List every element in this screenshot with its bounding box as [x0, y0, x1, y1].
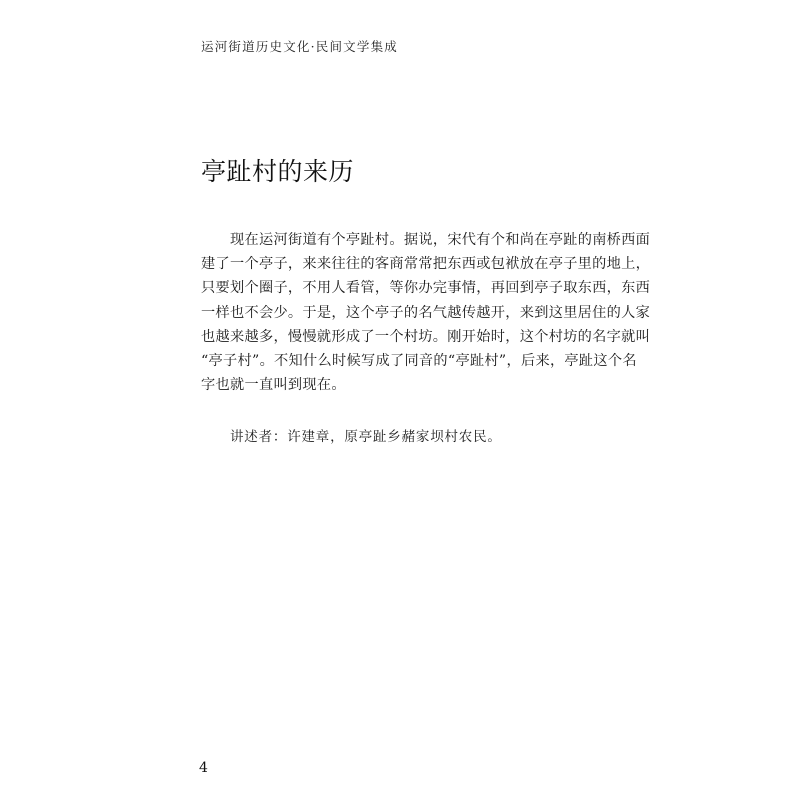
paragraph-line: 一样也不会少。于是，这个亭子的名气越传越开，来到这里居住的人家 [201, 304, 651, 321]
narrator-credit: 讲述者：许建章，原亭趾乡赭家坝村农民。 [230, 429, 502, 445]
paragraph-line: 建了一个亭子，来来往往的客商常常把东西或包袱放在亭子里的地上， [201, 256, 651, 273]
running-header: 运河街道历史文化·民间文学集成 [201, 39, 398, 54]
paragraph-line: 字也就一直叫到现在。 [201, 377, 346, 394]
paragraph-line: 也越来越多，慢慢就形成了一个村坊。刚开始时，这个村坊的名字就叫 [201, 328, 651, 345]
paragraph-line: “亭子村”。不知什么时候写成了同音的“亭趾村”，后来，亭趾这个名 [201, 353, 637, 370]
body-paragraph [201, 228, 651, 397]
paragraph-line: 只要划个圈子，不用人看管，等你办完事情，再回到亭子取东西，东西 [201, 280, 651, 297]
page-number: 4 [199, 760, 208, 776]
paragraph-line: 现在运河街道有个亭趾村。据说，宋代有个和尚在亭趾的南桥西面 [230, 232, 651, 248]
chapter-title: 亭趾村的来历 [201, 157, 355, 186]
